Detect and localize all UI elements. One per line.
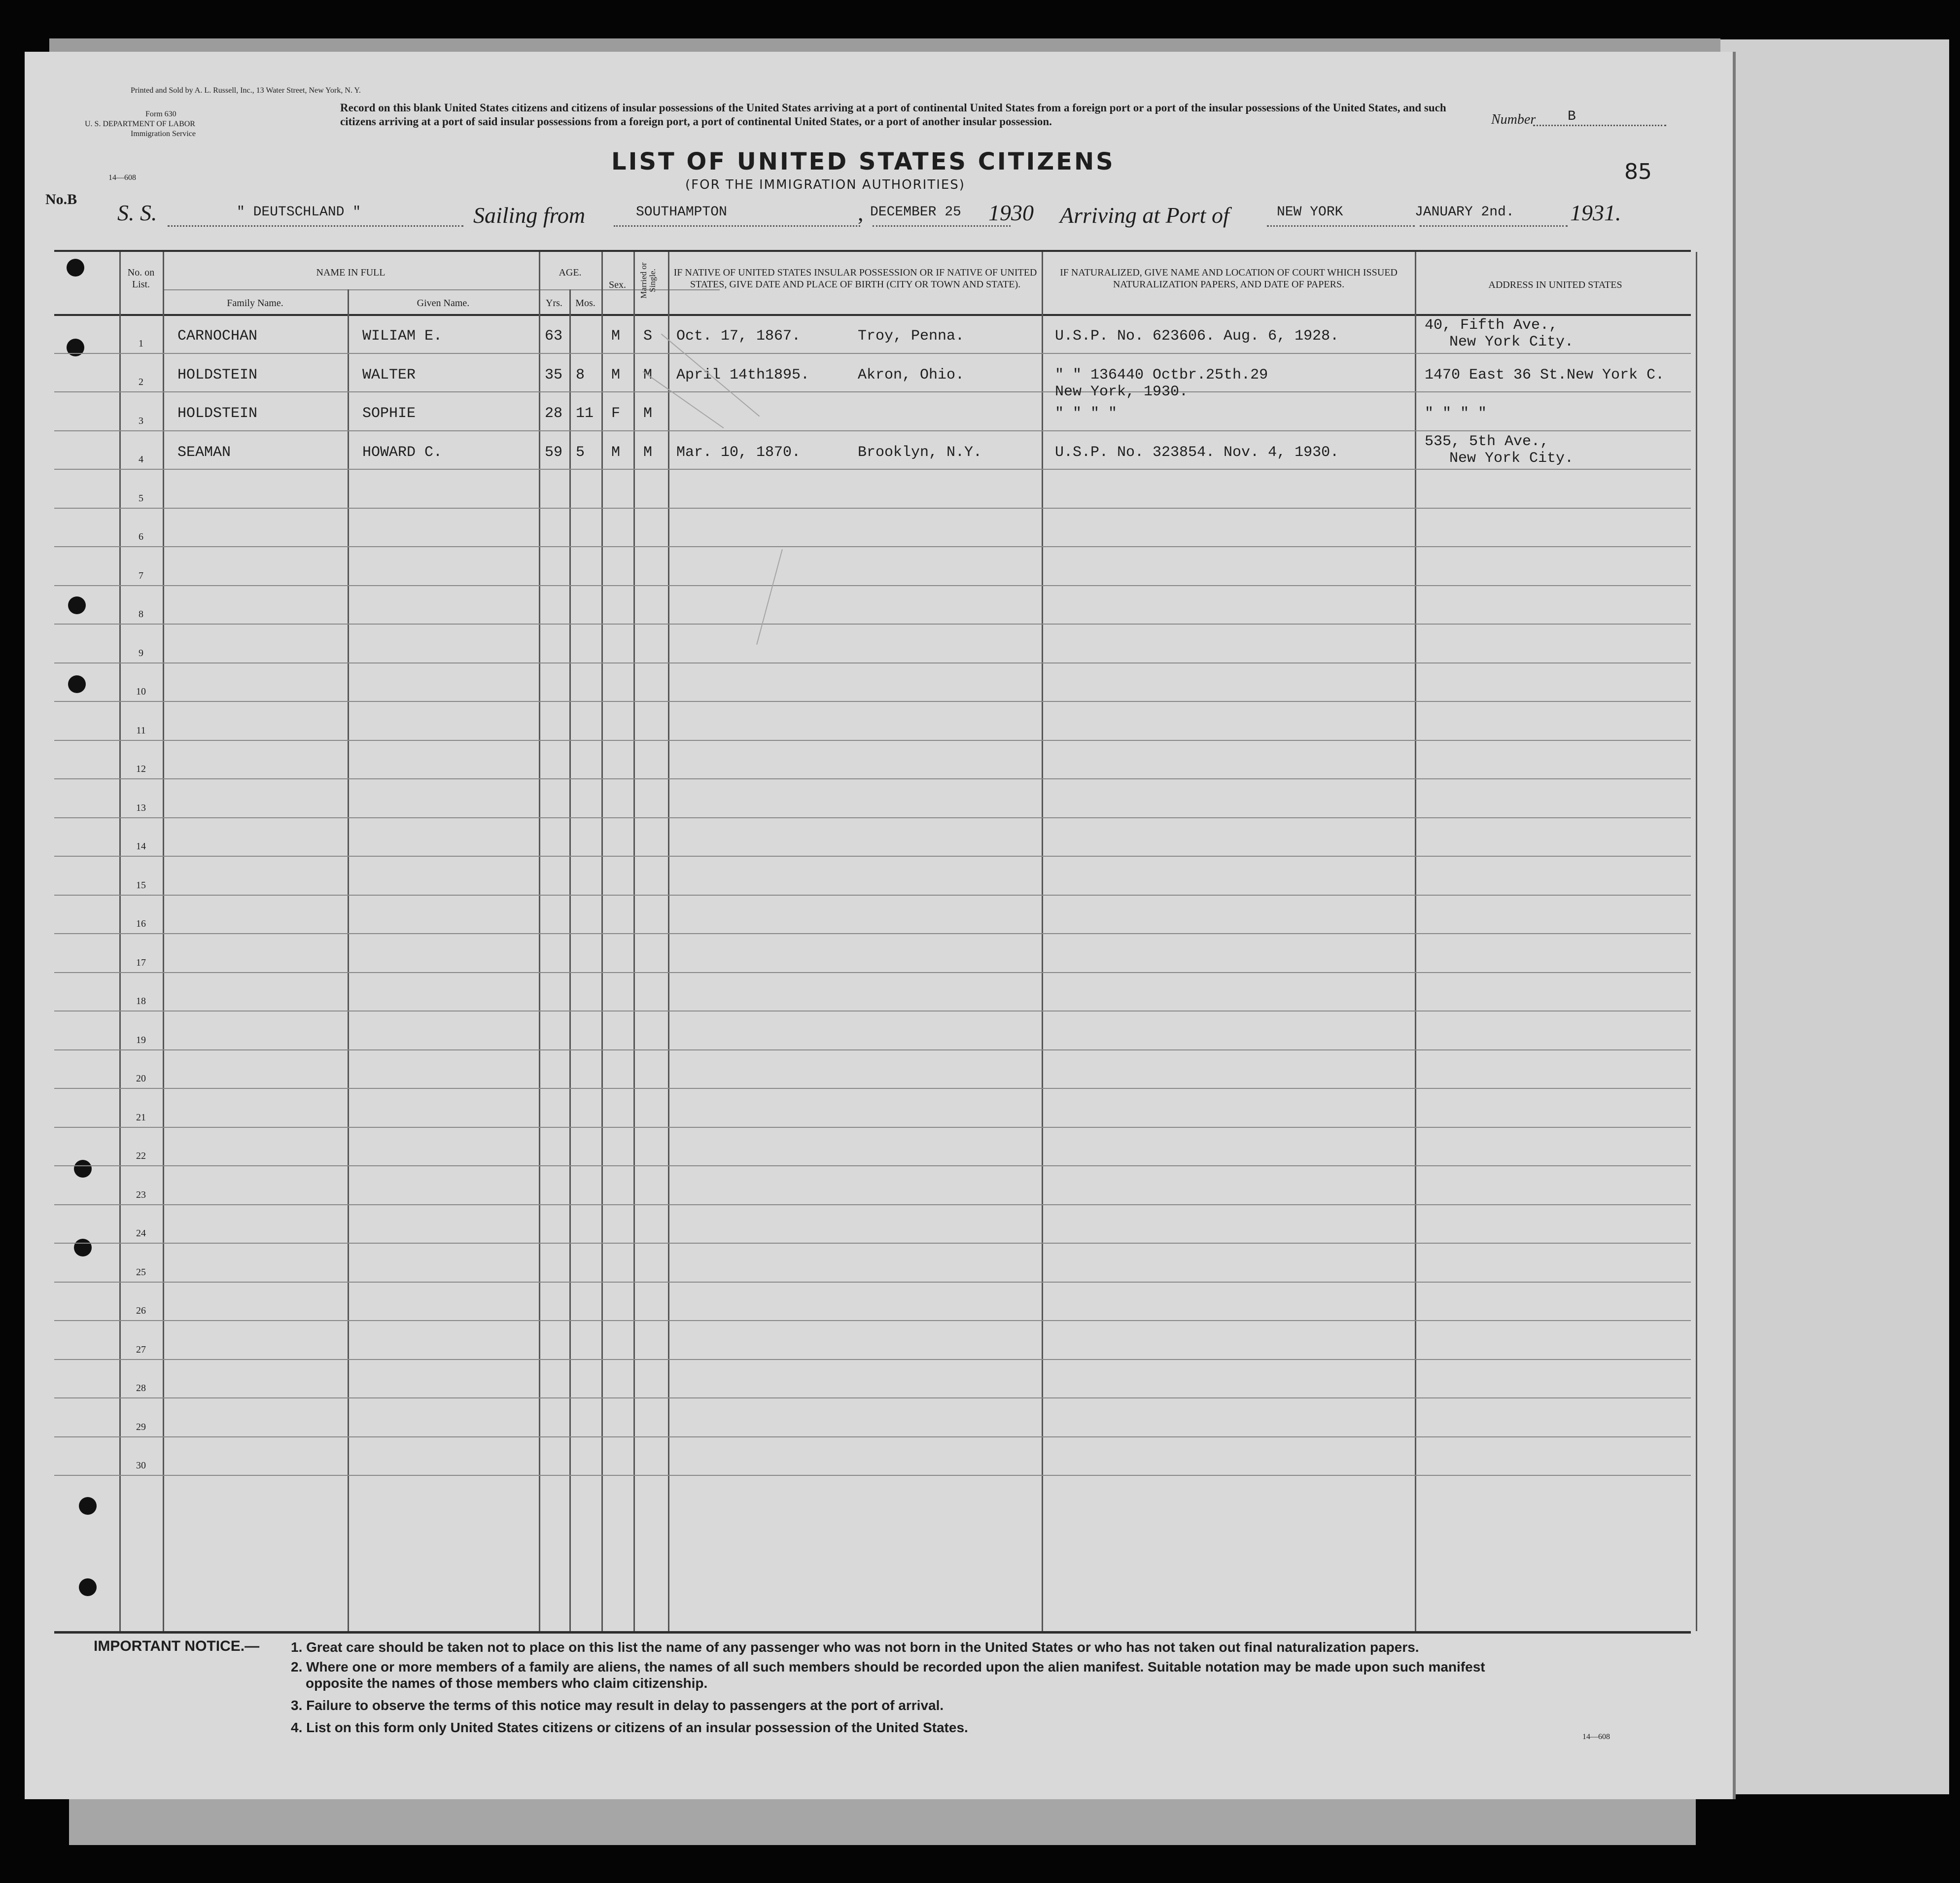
from-rule	[614, 225, 860, 227]
row-number: 23	[136, 1189, 146, 1200]
row-number: 27	[136, 1344, 146, 1355]
printer-line: Printed and Sold by A. L. Russell, Inc., 13 Water Street, New York, N. Y.	[131, 86, 361, 95]
row-number: 25	[136, 1266, 146, 1278]
row-number: 30	[136, 1460, 146, 1471]
cell-sex: M	[611, 366, 621, 384]
row-number: 22	[136, 1151, 146, 1161]
cell-address-line2: New York City.	[1449, 450, 1574, 467]
port-rule	[1267, 225, 1415, 227]
row-number: 2	[139, 377, 143, 387]
row-rule	[54, 1049, 1691, 1050]
cell-married: M	[643, 444, 653, 461]
ss-label: S. S.	[117, 200, 157, 225]
row-number: 17	[136, 957, 146, 968]
row-number: 16	[136, 918, 146, 929]
cell-given: WALTER	[362, 366, 416, 384]
row-number: 26	[136, 1305, 146, 1316]
row-rule	[54, 1282, 1691, 1283]
from-port: SOUTHAMPTON	[636, 205, 727, 220]
row-rule	[54, 778, 1691, 779]
cell-naturalization: U.S.P. No. 623606. Aug. 6, 1928.	[1055, 328, 1339, 345]
col-sex: Sex.	[609, 279, 626, 290]
cell-address: 1470 East 36 St.New York C.	[1425, 366, 1665, 384]
row-number: 5	[139, 492, 143, 504]
cell-address: 40, Fifth Ave.,	[1425, 317, 1558, 334]
notice-item-1: 1. Great care should be taken not to place on this list the name of any passenger who was not born in the United States or who has not taken out final naturalization papers.	[291, 1639, 1419, 1655]
sail-year: 1930	[988, 200, 1034, 225]
cell-birth-date: Oct. 17, 1867.	[676, 328, 801, 345]
row-rule	[54, 1127, 1691, 1128]
row-rule	[54, 740, 1691, 741]
back-page	[1706, 39, 1949, 1794]
row-number: 15	[136, 879, 146, 891]
row-number: 18	[136, 996, 146, 1007]
cell-address-line2: New York City.	[1449, 334, 1574, 350]
arrival-year: 1931.	[1570, 200, 1621, 225]
ship-name: " DEUTSCHLAND "	[237, 205, 361, 220]
col-given: Given Name.	[417, 298, 470, 309]
cell-address: " " " "	[1425, 405, 1487, 422]
notice-item-3: 3. Failure to observe the terms of this notice may result in delay to passengers at the port of arrival.	[291, 1698, 944, 1713]
cell-family: HOLDSTEIN	[177, 405, 258, 422]
row-number: 14	[136, 841, 146, 852]
number-rule	[1533, 125, 1666, 126]
row-rule	[54, 585, 1691, 586]
cell-family: SEAMAN	[177, 444, 231, 461]
row-number: 3	[139, 415, 143, 426]
cell-sex: M	[611, 328, 621, 345]
col-family: Family Name.	[227, 298, 283, 309]
cell-sex: M	[611, 444, 621, 461]
sail-date: DECEMBER 25	[870, 205, 961, 220]
row-rule	[54, 817, 1691, 818]
cell-naturalization: " " 136440 Octbr.25th.29	[1055, 366, 1268, 384]
row-rule	[54, 1088, 1691, 1089]
cell-birth-place: Brooklyn, N.Y.	[858, 444, 982, 461]
cell-naturalization: U.S.P. No. 323854. Nov. 4, 1930.	[1055, 444, 1339, 461]
col-married: Married or Single.	[639, 262, 657, 299]
col-no: No. on List.	[127, 267, 155, 290]
row-rule	[54, 1475, 1691, 1476]
footer-form-code: 14—608	[1582, 1733, 1610, 1741]
cell-married: S	[643, 328, 653, 345]
cell-married: M	[643, 366, 653, 384]
sailing-label: Sailing from	[473, 203, 586, 228]
row-number: 11	[136, 725, 146, 736]
cell-family: CARNOCHAN	[177, 328, 258, 345]
cell-yrs: 59	[545, 444, 563, 461]
row-number: 24	[136, 1228, 146, 1239]
row-number: 20	[136, 1073, 146, 1084]
ship-rule	[168, 225, 463, 227]
list-number: No.B	[45, 191, 77, 208]
row-rule	[54, 933, 1691, 934]
row-number: 29	[136, 1421, 146, 1432]
row-number: 19	[136, 1034, 146, 1046]
row-rule	[54, 895, 1691, 896]
row-rule	[54, 546, 1691, 547]
row-rule	[54, 353, 1691, 354]
arrival-port: NEW YORK	[1277, 205, 1343, 220]
row-number: 6	[139, 531, 143, 542]
col-name: NAME IN FULL	[316, 267, 385, 278]
col-naturalized: IF NATURALIZED, GIVE NAME AND LOCATION OF COURT WHICH ISSUED NATURALIZATION PAPERS, AND DATE OF PAPERS.	[1060, 267, 1398, 290]
col-age: AGE.	[559, 267, 582, 278]
row-number: 12	[136, 764, 146, 774]
row-number: 4	[139, 454, 143, 465]
cell-given: WILIAM E.	[362, 328, 443, 345]
cell-birth-date: Mar. 10, 1870.	[676, 444, 801, 461]
row-rule	[54, 1204, 1691, 1205]
row-number: 7	[139, 570, 143, 581]
cell-birth-place: Akron, Ohio.	[858, 366, 965, 384]
row-number: 8	[139, 609, 143, 620]
row-rule	[54, 1320, 1691, 1321]
document-title: LIST OF UNITED STATES CITIZENS	[611, 148, 1115, 175]
row-rule	[54, 1359, 1691, 1360]
col-mos: Mos.	[575, 298, 595, 309]
cell-mos: 5	[576, 444, 585, 461]
service: Immigration Service	[131, 130, 196, 138]
pencil-mark	[756, 549, 783, 645]
cell-married: M	[643, 405, 653, 422]
arrival-date-rule	[1420, 225, 1568, 227]
document-subtitle: (FOR THE IMMIGRATION AUTHORITIES)	[685, 177, 965, 192]
notice-item-2b: opposite the names of those members who claim citizenship.	[306, 1675, 708, 1691]
number-label: Number	[1491, 112, 1536, 127]
col-address: ADDRESS IN UNITED STATES	[1488, 279, 1622, 290]
cell-mos: 11	[576, 405, 594, 422]
row-rule	[54, 701, 1691, 702]
cell-yrs: 28	[545, 405, 563, 422]
row-number: 28	[136, 1383, 146, 1394]
number-value: B	[1568, 109, 1576, 124]
cell-sex: F	[611, 405, 621, 422]
row-rule	[54, 1165, 1691, 1166]
cell-yrs: 35	[545, 366, 563, 384]
cell-given: HOWARD C.	[362, 444, 443, 461]
cell-birth-place: Troy, Penna.	[858, 328, 965, 345]
page-number: 85	[1624, 159, 1652, 184]
cell-address: 535, 5th Ave.,	[1425, 433, 1549, 450]
row-rule	[54, 1397, 1691, 1398]
row-rule	[54, 856, 1691, 857]
row-rule	[54, 508, 1691, 509]
row-rule	[54, 391, 1691, 392]
row-rule	[54, 430, 1691, 431]
row-rule	[54, 469, 1691, 470]
row-rule	[54, 972, 1691, 973]
form-number: Form 630	[145, 110, 176, 118]
row-number: 9	[139, 647, 143, 659]
cell-birth-date: April 14th1895.	[676, 366, 810, 384]
row-number: 1	[139, 338, 143, 349]
cell-given: SOPHIE	[362, 405, 416, 422]
row-number: 13	[136, 802, 146, 813]
row-rule	[54, 1243, 1691, 1244]
arrival-date: JANUARY 2nd.	[1415, 205, 1514, 220]
col-native: IF NATIVE OF UNITED STATES INSULAR POSSESSION OR IF NATIVE OF UNITED STATES, GIVE DATE AND PLACE OF BIRTH (CITY OR TOWN AND STATE).	[673, 267, 1037, 290]
notice-heading: IMPORTANT NOTICE.—	[94, 1638, 260, 1654]
passenger-table	[54, 250, 1691, 1634]
cell-naturalization-line2: New York, 1930.	[1055, 383, 1189, 400]
row-number: 21	[136, 1112, 146, 1123]
form-code: 14—608	[108, 174, 136, 182]
notice-item-4: 4. List on this form only United States citizens or citizens of an insular possession of the United States.	[291, 1720, 968, 1735]
cell-yrs: 63	[545, 328, 563, 345]
cell-naturalization: " " " "	[1055, 405, 1118, 422]
row-rule	[54, 1436, 1691, 1437]
manifest-sheet: Printed and Sold by A. L. Russell, Inc., 13 Water Street, New York, N. Y. Form 630 U. S. DEPARTMENT OF LABOR Immigration Service 14—608 No.B Record on this blank United States citizens and citizens of insular possessions of the United States arriving at a port of continental United States from a foreign port or a port of the insular possessions of the United States, and such citizens arriving at a port of said insular possessions from a foreign port, a port of continental United States, or a port of another insular possession. Number B 85 LIST OF UNITED STATES CITIZENS (FOR THE IMMIGRATION AUTHORITIES) S. S. " DEUTSCHLAND " Sailing from SOUTHAMPTON , DECEMBER 25 1930 Arriving at Port of NEW YORK JANUARY 2nd. 1931. No. on List. NAME IN FULL Family Name. Given Name. AGE. Yrs. Mos. Sex. Married or Single. IF NATIVE OF UNITED STATES INSULAR POSSESSION OR IF NATIVE OF UNITED STATES, GIVE DATE AND PLACE OF BIRTH (CITY OR TOWN AND STATE). IF NATURALIZED, GIVE NAME AND LOCATION OF COURT WHICH ISSUED NATURALIZATION PAPERS, AND DATE OF PAPERS. ADDRESS IN UNITED STATES 1 2 3 4 5 6 7 8 9 10 11 12 13 14 15 16 17 18 19 20 21 22 23 24 25 26 27 28 29 30 CARNOCHAN WILIAM E. 63 M S Oct. 17, 1867. Troy, Penna. U.S.P. No. 623606. Aug. 6, 1928. 40, Fifth Ave., New York City. HOLDSTEIN WALTER 35 8 M M April 14th1895. Akron, Ohio. " " 136440 Octbr.25th.29 1470 East 36 St.New York C. New York, 1930. HOLDSTEIN SOPHIE 28 11 F M " " " " " " " " SEAMAN HOWARD C. 59 5 M M Mar. 10, 1870. Brooklyn, N.Y. U.S.P. No. 323854. Nov. 4, 1930. 535, 5th Ave., New York City. IMPORTANT NOTICE.— 1. Great care should be taken not to place on this list the name of any passenger who was not born in the United States or who has not taken out final naturalization papers. 2. Where one or more members of a family are aliens, the names of all such members should be recorded upon the alien manifest. Suitable notation may be made upon such manifest opposite the names of those members who claim citizenship. 3. Failure to observe the terms of this notice may result in delay to passengers at the port of arrival. 4. List on this form only United States citizens or citizens of an insular possession of the United States. 14—608	[25, 52, 1736, 1799]
notice-item-2: 2. Where one or more members of a family are aliens, the names of all such members should be recorded upon the alien manifest. Suitable notation may be made upon such manifest	[291, 1659, 1485, 1674]
department: U. S. DEPARTMENT OF LABOR	[85, 120, 195, 128]
row-rule	[54, 624, 1691, 625]
col-yrs: Yrs.	[546, 298, 562, 309]
header-instructions: Record on this blank United States citizens and citizens of insular possessions of the United States arriving at a port of continental United States from a foreign port or a port of the insular possessions of the United States, and such citizens arriving at a port of said insular possessions from a foreign port, a port of continental United States, or a port of another insular possession.	[340, 102, 1446, 128]
row-number: 10	[136, 686, 146, 697]
cell-family: HOLDSTEIN	[177, 366, 258, 384]
arriving-label: Arriving at Port of	[1060, 203, 1229, 228]
cell-mos: 8	[576, 366, 585, 384]
